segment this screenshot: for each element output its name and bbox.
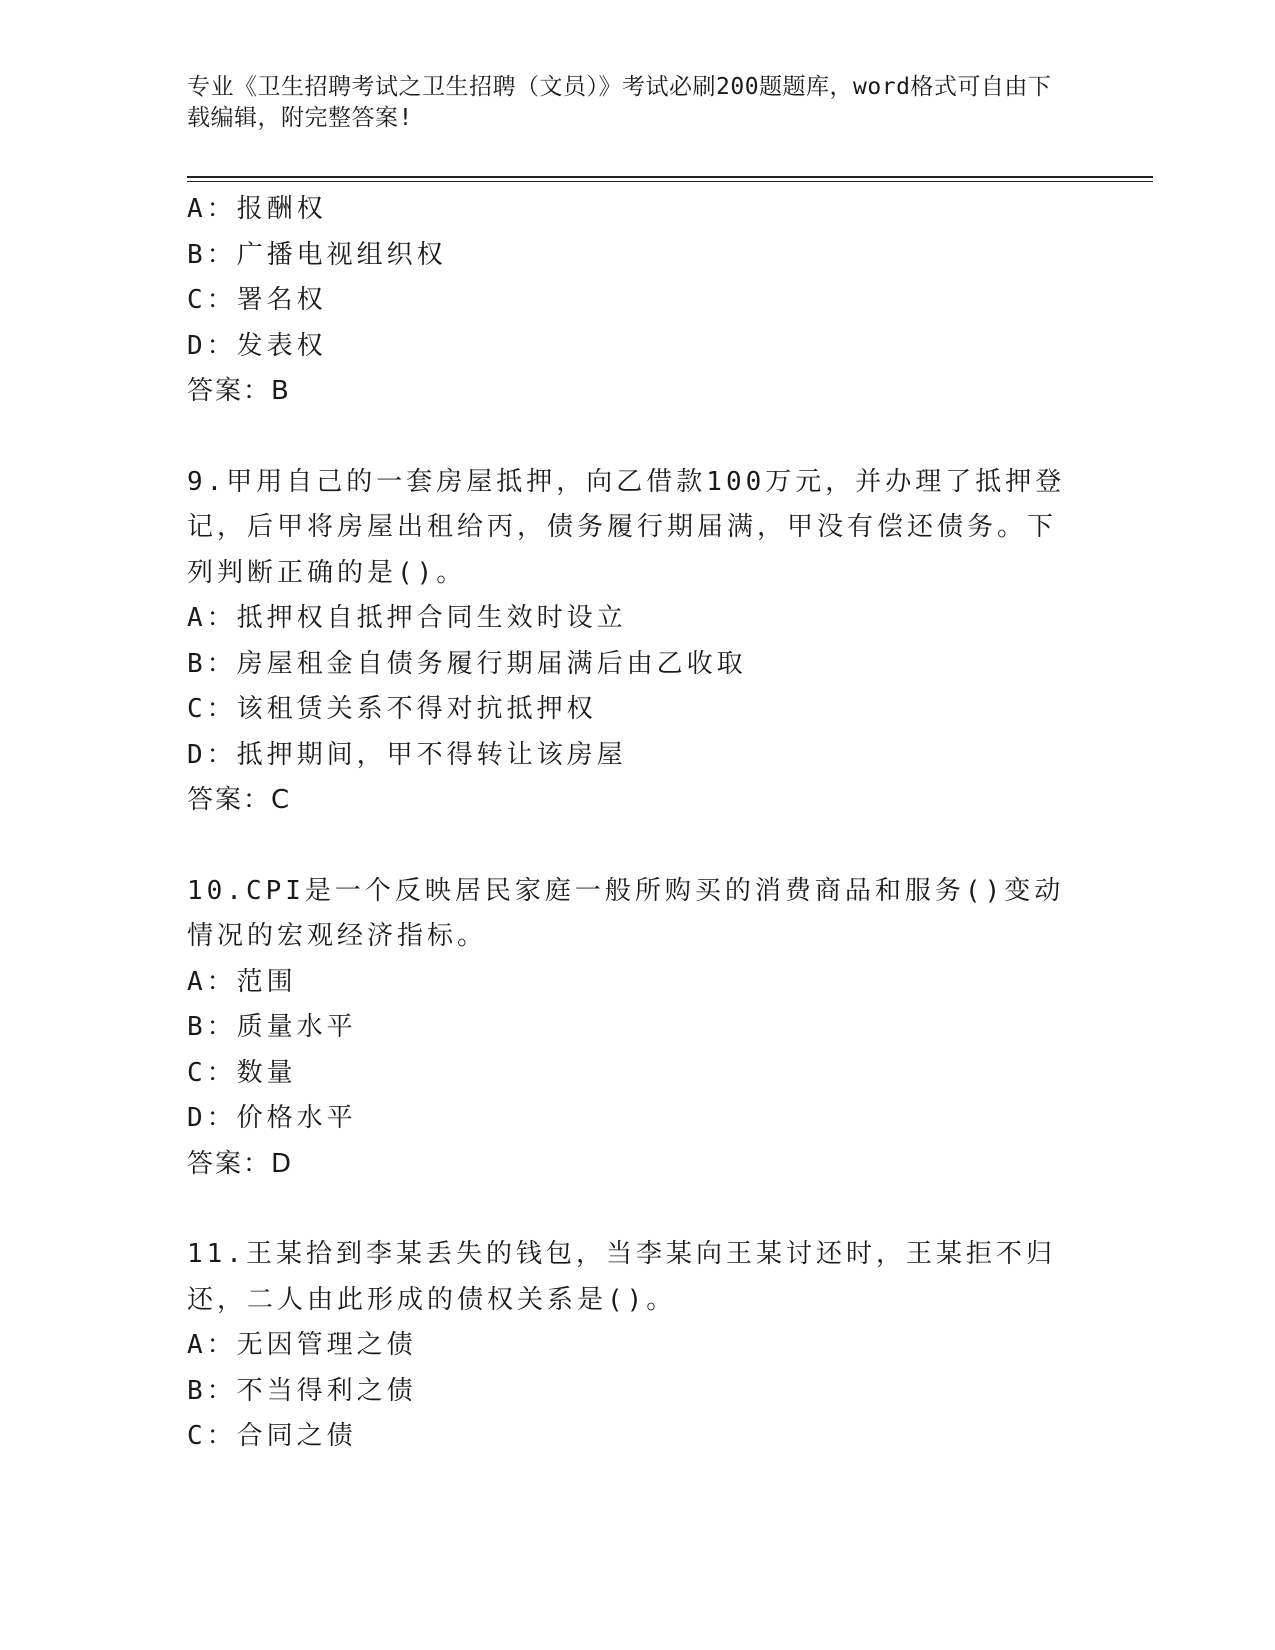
header-rule-thick xyxy=(187,176,1153,178)
option-d: D：抵押期间，甲不得转让该房屋 xyxy=(187,739,627,770)
answer-line: 答案：C xyxy=(187,785,292,815)
option-a: A：无因管理之债 xyxy=(187,1330,417,1360)
question-block xyxy=(187,460,1067,824)
document-header: 专业《卫生招聘考试之卫生招聘（文员）》考试必刷200题题库，word格式可自由下载编辑，附完整答案! xyxy=(187,74,1052,131)
header-rule-thin xyxy=(187,181,1153,182)
option-b: B：房屋租金自债务履行期届满后由乙收取 xyxy=(187,648,747,679)
question-block xyxy=(187,187,1067,415)
option-d: D：发表权 xyxy=(187,330,327,361)
question-stem: 10.CPI是一个反映居民家庭一般所购买的消费商品和服务()变动情况的宏观经济指标。 xyxy=(187,875,1065,951)
question-block xyxy=(187,869,1067,1188)
question-stem: 9.甲用自己的一套房屋抵押，向乙借款100万元，并办理了抵押登记，后甲将房屋出租给丙，债务履行期届满，甲没有偿还债务。下列判断正确的是()。 xyxy=(187,466,1066,588)
spacer xyxy=(187,1187,1067,1232)
option-b: B：不当得利之债 xyxy=(187,1375,417,1406)
question-list xyxy=(187,187,1067,1460)
answer-line: 答案：B xyxy=(187,376,291,406)
option-a: A：抵押权自抵押合同生效时设立 xyxy=(187,603,627,633)
spacer xyxy=(187,824,1067,869)
question-stem: 11.王某拾到李某丢失的钱包，当李某向王某讨还时，王某拒不归还，二人由此形成的债权关系是()。 xyxy=(187,1239,1056,1315)
option-d: D：价格水平 xyxy=(187,1103,357,1133)
answer-line: 答案：D xyxy=(187,1148,294,1179)
option-c: C：署名权 xyxy=(187,285,327,315)
option-c: C：数量 xyxy=(187,1057,297,1088)
option-c: C：该租赁关系不得对抗抵押权 xyxy=(187,694,597,724)
spacer xyxy=(187,415,1067,460)
option-b: B：质量水平 xyxy=(187,1012,357,1042)
option-b: B：广播电视组织权 xyxy=(187,239,447,270)
question-block xyxy=(187,1232,1067,1460)
option-c: C：合同之债 xyxy=(187,1421,357,1451)
option-a: A：报酬权 xyxy=(187,194,327,224)
option-a: A：范围 xyxy=(187,966,297,997)
